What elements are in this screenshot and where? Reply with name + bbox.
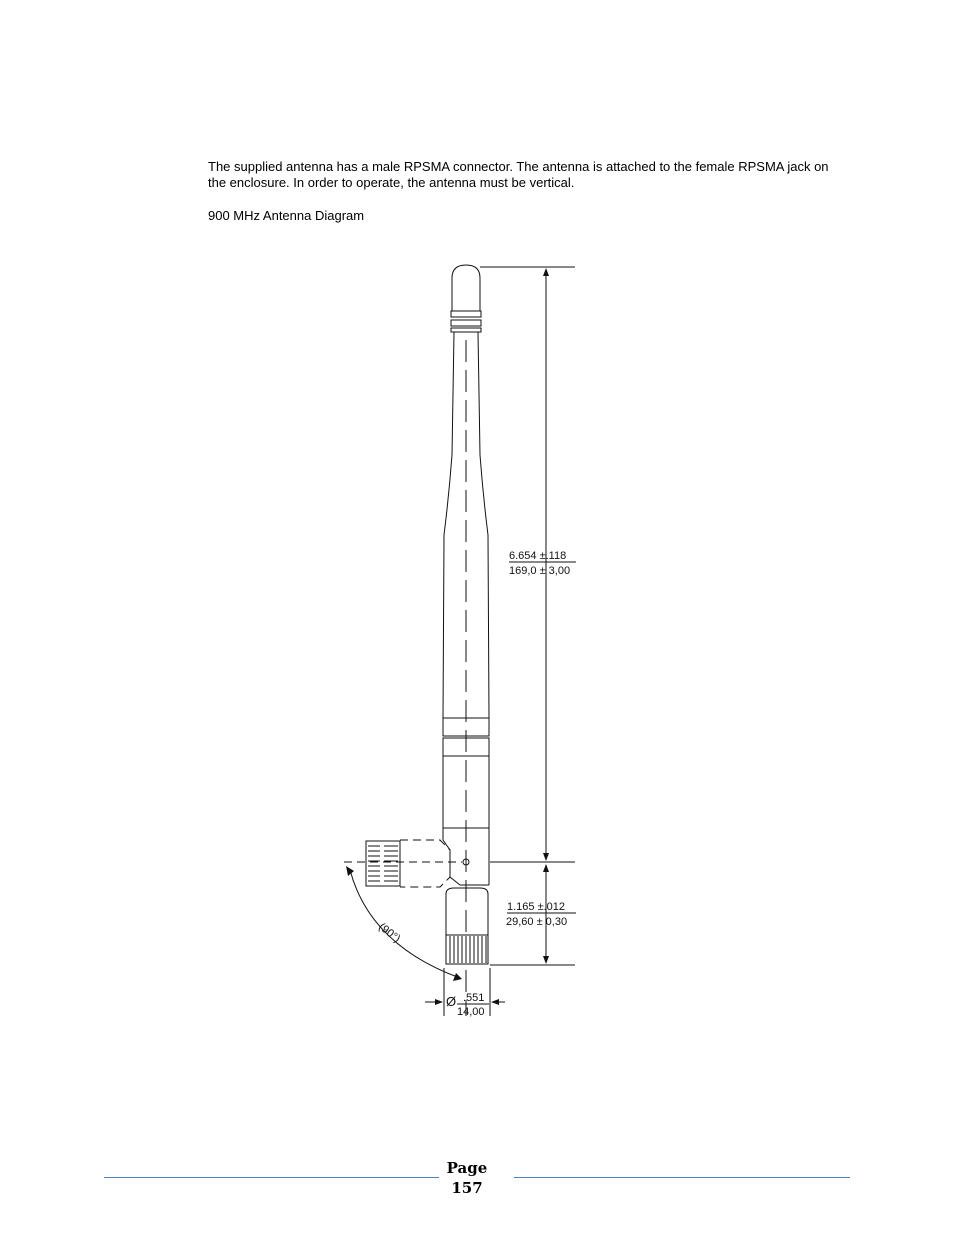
- length-mm-label: 169,0 ± 3,00: [509, 565, 571, 577]
- tip-ring-2: [451, 320, 481, 326]
- length-inches-label: 6.654 ±.118: [509, 550, 567, 562]
- diameter-symbol: Ø: [446, 994, 457, 1009]
- antenna-body-right: [478, 332, 489, 718]
- rotation-arrow-bottom: [453, 973, 462, 981]
- arrow-base-bottom: [543, 956, 549, 964]
- tip-ring-3: [451, 328, 481, 332]
- base-mm-label: 29,60 ± 0,30: [506, 916, 568, 928]
- rotated-connector: [366, 841, 400, 886]
- diameter-mm-label: 14,00: [457, 1006, 485, 1018]
- rotation-arrow-top: [346, 866, 354, 876]
- figure-caption: 900 MHz Antenna Diagram: [208, 208, 365, 223]
- antenna-tip: [452, 265, 480, 311]
- page-word: Page: [446, 1159, 488, 1177]
- page-number: 157: [451, 1179, 483, 1197]
- angle-label: (90°): [376, 920, 403, 946]
- antenna-body-left: [443, 332, 454, 718]
- body-paragraph: The supplied antenna has a male RPSMA connector. The antenna is attached to the female RPSMA jack on the enclosure. In order to operate, the antenna must be vertical.: [208, 159, 829, 190]
- footer-rule-right: [514, 1177, 850, 1178]
- arrow-base-top: [543, 864, 549, 872]
- dia-arrow-left-head: [435, 999, 443, 1005]
- arrow-length-top: [543, 268, 549, 276]
- diameter-inches-label: .551: [463, 992, 485, 1004]
- arrow-length-bottom: [543, 853, 549, 861]
- page-number-block: [440, 1158, 494, 1198]
- tip-ring-1: [451, 311, 481, 317]
- dia-arrow-right-head: [491, 999, 499, 1005]
- connector-body: [446, 888, 488, 935]
- base-inches-label: 1.165 ±.012: [507, 901, 566, 913]
- rotated-position-outline: [400, 840, 450, 887]
- footer-rule-left: [104, 1177, 439, 1178]
